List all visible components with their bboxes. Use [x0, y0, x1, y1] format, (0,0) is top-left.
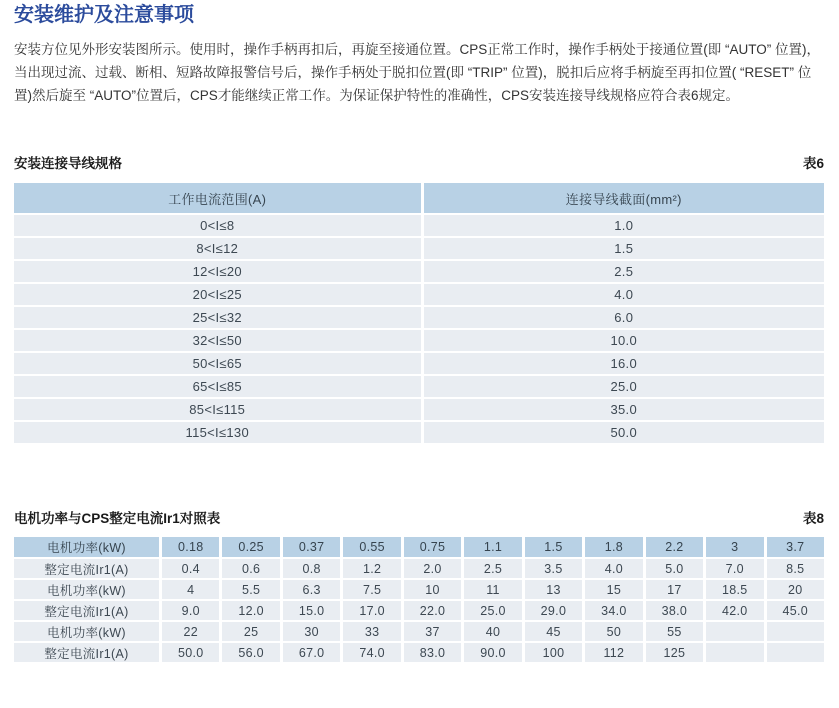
column-header: 0.55: [343, 537, 400, 557]
table-cell: 7.0: [706, 559, 763, 578]
column-header: 0.25: [222, 537, 279, 557]
table-cell: 12.0: [222, 601, 279, 620]
row-label: 整定电流Ir1(A): [14, 601, 159, 620]
table-cell: 1.5: [424, 238, 825, 259]
table-cell: 7.5: [343, 580, 400, 599]
table-cell: 34.0: [585, 601, 642, 620]
table-cell: 50.0: [162, 643, 219, 662]
table-cell: 12<I≤20: [14, 261, 421, 282]
row-label: 整定电流Ir1(A): [14, 643, 159, 662]
table-cell: 74.0: [343, 643, 400, 662]
table-cell: 85<I≤115: [14, 399, 421, 420]
table-cell: 50<I≤65: [14, 353, 421, 374]
table-cell: 8<I≤12: [14, 238, 421, 259]
table-cell: 5.5: [222, 580, 279, 599]
table-cell: 37: [404, 622, 461, 641]
motor-power-caption: 电机功率与CPS整定电流Ir1对照表: [14, 511, 221, 526]
motor-power-section-header: [14, 507, 824, 527]
table-cell: [706, 622, 763, 641]
table-cell: [767, 643, 824, 662]
table-cell: 38.0: [646, 601, 703, 620]
table-cell: 25.0: [424, 376, 825, 397]
table-cell: 17.0: [343, 601, 400, 620]
table-cell: 17: [646, 580, 703, 599]
table-cell: 125: [646, 643, 703, 662]
table-cell: 100: [525, 643, 582, 662]
table-cell: 42.0: [706, 601, 763, 620]
column-header: 电机功率(kW): [14, 537, 159, 557]
table-cell: 5.0: [646, 559, 703, 578]
column-header: 1.5: [525, 537, 582, 557]
page-title: 安装维护及注意事项: [14, 4, 194, 26]
table-cell: 2.0: [404, 559, 461, 578]
table-cell: [706, 643, 763, 662]
table-cell: 115<I≤130: [14, 422, 421, 443]
table-cell: 33: [343, 622, 400, 641]
table-cell: 6.0: [424, 307, 825, 328]
column-header: 1.8: [585, 537, 642, 557]
table-cell: 4.0: [424, 284, 825, 305]
table-cell: 6.3: [283, 580, 340, 599]
table-cell: 4.0: [585, 559, 642, 578]
table-cell: 25.0: [464, 601, 521, 620]
column-header: 3: [706, 537, 763, 557]
column-header: 1.1: [464, 537, 521, 557]
table-cell: 2.5: [464, 559, 521, 578]
table-cell: 32<I≤50: [14, 330, 421, 351]
table-cell: 10.0: [424, 330, 825, 351]
table-cell: 22: [162, 622, 219, 641]
table-cell: 15.0: [283, 601, 340, 620]
wire-spec-caption: 安装连接导线规格: [14, 156, 122, 171]
table-cell: 10: [404, 580, 461, 599]
table-cell: 13: [525, 580, 582, 599]
table-cell: 20<I≤25: [14, 284, 421, 305]
table-cell: 20: [767, 580, 824, 599]
column-header: 0.18: [162, 537, 219, 557]
table-cell: 45: [525, 622, 582, 641]
table-cell: 15: [585, 580, 642, 599]
column-header: 工作电流范围(A): [14, 183, 421, 213]
table-cell: [767, 622, 824, 641]
column-header: 0.75: [404, 537, 461, 557]
table-cell: 0.8: [283, 559, 340, 578]
column-header: 3.7: [767, 537, 824, 557]
table-cell: 50.0: [424, 422, 825, 443]
table-cell: 3.5: [525, 559, 582, 578]
table-cell: 2.5: [424, 261, 825, 282]
table-cell: 90.0: [464, 643, 521, 662]
motor-power-table: [14, 537, 824, 662]
table-cell: 0.6: [222, 559, 279, 578]
column-header: 2.2: [646, 537, 703, 557]
table-cell: 55: [646, 622, 703, 641]
table-cell: 56.0: [222, 643, 279, 662]
table-cell: 0.4: [162, 559, 219, 578]
row-label: 电机功率(kW): [14, 580, 159, 599]
table-cell: 1.2: [343, 559, 400, 578]
wire-spec-table: [14, 183, 824, 443]
table-cell: 11: [464, 580, 521, 599]
table-cell: 65<I≤85: [14, 376, 421, 397]
table-cell: 18.5: [706, 580, 763, 599]
table-cell: 45.0: [767, 601, 824, 620]
table-cell: 0<I≤8: [14, 215, 421, 236]
row-label: 电机功率(kW): [14, 622, 159, 641]
table-cell: 1.0: [424, 215, 825, 236]
table-cell: 83.0: [404, 643, 461, 662]
column-header: 0.37: [283, 537, 340, 557]
table-cell: 67.0: [283, 643, 340, 662]
table-cell: 8.5: [767, 559, 824, 578]
row-label: 整定电流Ir1(A): [14, 559, 159, 578]
intro-paragraph: 安装方位见外形安装图所示。使用时，操作手柄再扣后，再旋至接通位置。CPS正常工作时，操作手柄处于接通位置(即 “AUTO” 位置)，当出现过流、过载、断相、短路故障报警信号后，操作手柄处于脱扣位置(即 “TRIP” 位置)，脱扣后应将手柄旋至再扣位置( “RESET” 位置)然后旋至 “AUTO”位置后，CPS才能继续正常工作。为保证保护特性的准确性，CPS安装连接导线规格应符合表6规定。: [14, 42, 820, 103]
table-cell: 22.0: [404, 601, 461, 620]
table-cell: 30: [283, 622, 340, 641]
table-cell: 16.0: [424, 353, 825, 374]
table6-tag: 表6: [802, 156, 824, 171]
table-cell: 40: [464, 622, 521, 641]
table-cell: 50: [585, 622, 642, 641]
column-header: 连接导线截面(mm²): [424, 183, 825, 213]
table-cell: 4: [162, 580, 219, 599]
table8-tag: 表8: [802, 511, 824, 526]
table-cell: 25: [222, 622, 279, 641]
table-cell: 112: [585, 643, 642, 662]
wire-spec-section-header: [14, 152, 824, 172]
table-cell: 29.0: [525, 601, 582, 620]
table-cell: 35.0: [424, 399, 825, 420]
table-cell: 25<I≤32: [14, 307, 421, 328]
table-cell: 9.0: [162, 601, 219, 620]
